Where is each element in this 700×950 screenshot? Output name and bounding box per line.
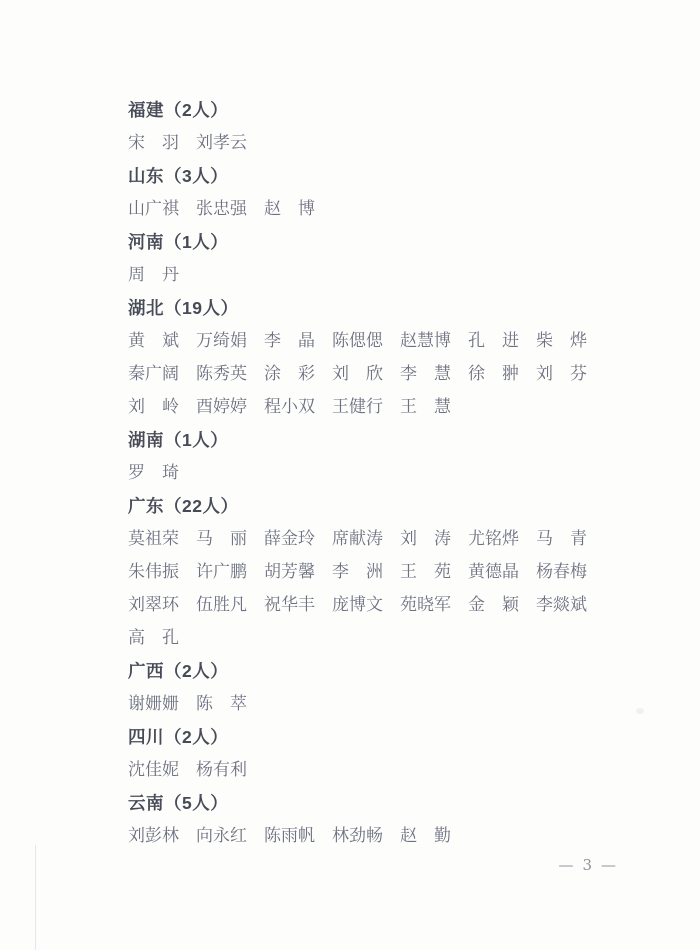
person-name: 刘彭林: [128, 826, 179, 846]
person-name: 薛金玲: [264, 529, 315, 549]
name-row: [128, 358, 598, 391]
person-name: 万绮娟: [196, 331, 247, 351]
province-count-label: （1人）: [164, 232, 229, 252]
person-name: 周 丹: [128, 265, 179, 285]
name-row: [128, 688, 598, 721]
page-number: 3: [582, 856, 592, 874]
person-name: 涂 彩: [264, 364, 315, 384]
province-header: [128, 94, 598, 127]
person-name: 谢姗姗: [128, 694, 179, 714]
province-header: [128, 787, 598, 820]
person-name: 李 慧: [400, 364, 451, 384]
province-name: 云南: [128, 793, 164, 813]
person-name: 赵 博: [264, 199, 315, 219]
person-name: 秦广阔: [128, 364, 179, 384]
person-name: 赵慧博: [400, 331, 451, 351]
person-name: 徐 翀: [468, 364, 519, 384]
name-row: [128, 325, 598, 358]
person-name: 酉婷婷: [196, 397, 247, 417]
footer-dash-left: —: [558, 856, 574, 874]
person-name: 许广鹏: [196, 562, 247, 582]
name-row: [128, 523, 598, 556]
person-name: 刘 岭: [128, 397, 179, 417]
province-count-label: （19人）: [164, 298, 239, 318]
province-name: 河南: [128, 232, 164, 252]
person-name: 胡芳馨: [264, 562, 315, 582]
scan-edge-artifact: [35, 845, 36, 950]
person-name: 尤铭烨: [468, 529, 519, 549]
name-row: [128, 820, 598, 853]
province-count-label: （1人）: [164, 430, 229, 450]
person-name: 黄 斌: [128, 331, 179, 351]
person-name: 宋 羽: [128, 133, 179, 153]
name-row: [128, 127, 598, 160]
province-name: 山东: [128, 166, 164, 186]
province-header: [128, 160, 598, 193]
person-name: 李 洲: [332, 562, 383, 582]
province-name: 四川: [128, 727, 164, 747]
person-name: 莫祖荣: [128, 529, 179, 549]
person-name: 柴 烨: [536, 331, 587, 351]
province-name: 广西: [128, 661, 164, 681]
person-name: 马 青: [536, 529, 587, 549]
person-name: 李燚斌: [536, 595, 587, 615]
person-name: 王 苑: [400, 562, 451, 582]
person-name: 陈秀英: [196, 364, 247, 384]
name-row: [128, 259, 598, 292]
province-name: 湖北: [128, 298, 164, 318]
person-name: 杨有利: [196, 760, 247, 780]
name-row: [128, 391, 598, 424]
person-name: 林劲畅: [332, 826, 383, 846]
person-name: 陈偲偲: [332, 331, 383, 351]
footer-dash-right: —: [601, 856, 616, 874]
person-name: 金 颖: [468, 595, 519, 615]
person-name: 王健行: [332, 397, 383, 417]
name-row: [128, 457, 598, 490]
person-name: 席献涛: [332, 529, 383, 549]
person-name: 马 丽: [196, 529, 247, 549]
person-name: 伍胜凡: [196, 595, 247, 615]
person-name: 陈 萃: [196, 694, 247, 714]
person-name: 刘 涛: [400, 529, 451, 549]
person-name: 王 慧: [400, 397, 451, 417]
person-name: 杨春梅: [536, 562, 587, 582]
province-count-label: （22人）: [164, 496, 239, 516]
province-count-label: （3人）: [164, 166, 229, 186]
page-footer: [558, 855, 616, 875]
name-row: [128, 193, 598, 226]
person-name: 朱伟振: [128, 562, 179, 582]
province-count-label: （5人）: [164, 793, 229, 813]
person-name: 刘翠环: [128, 595, 179, 615]
person-name: 刘 欣: [332, 364, 383, 384]
person-name: 陈雨帆: [264, 826, 315, 846]
person-name: 程小双: [264, 397, 315, 417]
province-header: [128, 721, 598, 754]
province-name: 湖南: [128, 430, 164, 450]
person-name: 沈佳妮: [128, 760, 179, 780]
person-name: 赵 勤: [400, 826, 451, 846]
province-header: [128, 292, 598, 325]
province-count-label: （2人）: [164, 727, 229, 747]
province-count-label: （2人）: [164, 661, 229, 681]
person-name: 苑晓军: [400, 595, 451, 615]
person-name: 孔 进: [468, 331, 519, 351]
person-name: 罗 琦: [128, 463, 179, 483]
person-name: 祝华丰: [264, 595, 315, 615]
province-header: [128, 424, 598, 457]
province-count-label: （2人）: [164, 100, 229, 120]
person-name: 刘 芬: [536, 364, 587, 384]
name-row: [128, 622, 598, 655]
name-row: [128, 556, 598, 589]
person-name: 李 晶: [264, 331, 315, 351]
person-name: 高 孔: [128, 628, 179, 648]
person-name: 山广祺: [128, 199, 179, 219]
scan-smudge-artifact: [636, 708, 644, 714]
name-row: [128, 589, 598, 622]
person-name: 张忠强: [196, 199, 247, 219]
province-name: 广东: [128, 496, 164, 516]
province-name: 福建: [128, 100, 164, 120]
province-header: [128, 226, 598, 259]
province-header: [128, 490, 598, 523]
person-name: 黄德晶: [468, 562, 519, 582]
name-row: [128, 754, 598, 787]
person-name: 庞博文: [332, 595, 383, 615]
person-name: 刘孝云: [196, 133, 247, 153]
province-header: [128, 655, 598, 688]
person-name: 向永红: [196, 826, 247, 846]
province-name-list: [128, 94, 598, 853]
